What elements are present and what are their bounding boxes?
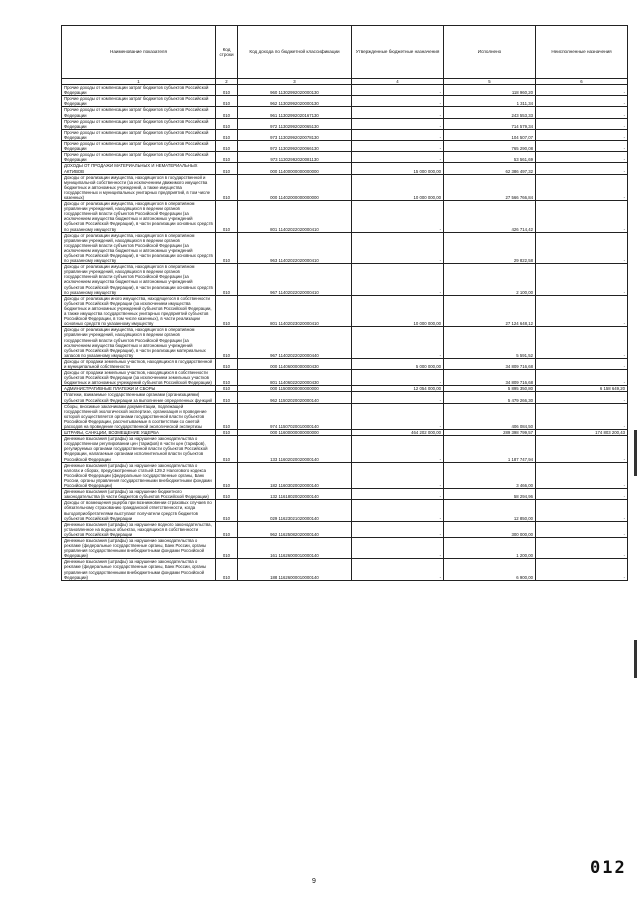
row-unexecuted: - (536, 295, 628, 327)
row-name: Доходы от продажи земельных участков, находящихся в собственности субъектов Российской Федерации (за исключением земельных участков бюджетных и автономных учреждений субъектов Российской Федерации) (62, 370, 216, 386)
row-code: 010 (216, 537, 238, 558)
row-name: Доходы от реализации имущества, находящегося в оперативном управлении учреждений, находящихся в ведении органов государственной власти субъектов Российской Федерации (за исключением имущества бюджетных и автономных учреждений субъектов Российской Федерации), в части реализации основных средств по указанному имуществу (62, 232, 216, 264)
row-kbk: 972 11302992020065130 (238, 118, 352, 129)
row-name: Платежи, взимаемые государственными органами (организациями) субъектов Российской Федерации за выполнение определенных функций (62, 392, 216, 403)
table-row (62, 537, 628, 558)
row-code: 010 (216, 163, 238, 174)
column-number: 2 (216, 79, 238, 85)
header-kbk: Код дохода по бюджетной классификации (238, 26, 352, 79)
row-kbk: 801 11402023020000410 (238, 295, 352, 327)
row-kbk: 972 11302992020066130 (238, 141, 352, 152)
row-unexecuted: - (536, 559, 628, 580)
row-unexecuted: - (536, 107, 628, 118)
table-row (62, 129, 628, 140)
row-kbk: 963 11402022020000410 (238, 232, 352, 264)
row-approved: - (352, 370, 444, 386)
row-executed: 104 507,07 (444, 129, 536, 140)
row-approved: - (352, 232, 444, 264)
row-executed: 5 479 266,30 (444, 392, 536, 403)
table-row (62, 489, 628, 500)
row-executed: 3 466,00 (444, 462, 536, 488)
row-code: 010 (216, 403, 238, 429)
row-approved: - (352, 327, 444, 359)
header-code: Код строки (216, 26, 238, 79)
row-unexecuted: - (536, 118, 628, 129)
row-code: 010 (216, 264, 238, 296)
column-number: 5 (444, 79, 536, 85)
table-row (62, 358, 628, 369)
row-approved: 464 202 000,00 (352, 430, 444, 436)
row-kbk: 000 11406000000000430 (238, 358, 352, 369)
row-code: 010 (216, 129, 238, 140)
row-code: 010 (216, 141, 238, 152)
row-approved: - (352, 85, 444, 96)
row-executed: 62 386 497,32 (444, 163, 536, 174)
row-name: Доходы от реализации имущества, находящегося в оперативном управлении учреждений, находящихся в ведении органов государственной власти субъектов Российской Федерации (за исключением имущества бюджетных и автономных учреждений субъектов Российской Федерации), в части реализации основных средств по указанному имуществу (62, 264, 216, 296)
row-executed: 29 822,58 (444, 232, 536, 264)
row-name: Прочие доходы от компенсации затрат бюджетов субъектов Российской Федерации (62, 152, 216, 163)
sheet-stamp-number: 012 (590, 858, 627, 878)
row-code: 010 (216, 489, 238, 500)
row-name: Доходы от продажи земельных участков, находящихся в государственной и муниципальной собственности (62, 358, 216, 369)
row-name: Доходы от реализации имущества, находящегося в оперативном управлении учреждений, находящихся в ведении органов государственной власти субъектов Российской Федерации (за исключением имущества бюджетных и автономных учреждений субъектов Российской Федерации), в части реализации материальных запасов по указанному имуществу (62, 327, 216, 359)
table-row (62, 201, 628, 233)
scan-edge-mark (634, 430, 637, 476)
row-unexecuted: - (536, 327, 628, 359)
row-kbk: 133 11602020020000140 (238, 436, 352, 462)
table-row (62, 163, 628, 174)
row-code: 010 (216, 370, 238, 386)
row-executed: 289 398 799,57 (444, 430, 536, 436)
row-unexecuted: - (536, 403, 628, 429)
row-approved: - (352, 129, 444, 140)
table-row (62, 462, 628, 488)
header-approved: Утвержденные бюджетные назначения (352, 26, 444, 79)
row-unexecuted: - (536, 392, 628, 403)
row-approved: - (352, 500, 444, 521)
row-approved: - (352, 462, 444, 488)
page-number: 9 (312, 878, 316, 885)
row-name: Прочие доходы от компенсации затрат бюджетов субъектов Российской Федерации (62, 141, 216, 152)
row-unexecuted: - (536, 174, 628, 200)
row-name: Доходы от реализации имущества, находящегося в государственной и муниципальной собственности (за исключением движимого имущества бюджетных и автономных учреждений, а также имущества государственных и муниципальных унитарных предприятий, в том числе казенных) (62, 174, 216, 200)
row-unexecuted: 6 158 649,20 (536, 386, 628, 392)
row-executed: 5 591,52 (444, 327, 536, 359)
row-kbk: 974 11507020010000140 (238, 403, 352, 429)
row-code: 010 (216, 327, 238, 359)
row-executed: 714 579,34 (444, 118, 536, 129)
row-code: 010 (216, 430, 238, 436)
row-code: 010 (216, 152, 238, 163)
row-executed: 426 714,42 (444, 201, 536, 233)
row-kbk: 182 11603020020000140 (238, 462, 352, 488)
row-executed: 765 290,08 (444, 141, 536, 152)
row-name: Денежные взыскания (штрафы) за нарушение водного законодательства, установленное на водных объектах, находящихся в собственности субъектов Российской Федерации (62, 521, 216, 537)
row-code: 010 (216, 559, 238, 580)
row-approved: - (352, 118, 444, 129)
row-unexecuted: - (536, 264, 628, 296)
row-name: Прочие доходы от компенсации затрат бюджетов субъектов Российской Федерации (62, 96, 216, 107)
row-name: Прочие доходы от компенсации затрат бюджетов субъектов Российской Федерации (62, 107, 216, 118)
row-approved: - (352, 403, 444, 429)
row-code: 010 (216, 118, 238, 129)
row-name: АДМИНИСТРАТИВНЫЕ ПЛАТЕЖИ И СБОРЫ (62, 386, 216, 392)
row-name: Прочие доходы от компенсации затрат бюджетов субъектов Российской Федерации (62, 85, 216, 96)
row-kbk: 161 11626000010000140 (238, 537, 352, 558)
row-kbk: 967 11402022020000440 (238, 327, 352, 359)
row-approved: - (352, 392, 444, 403)
row-kbk: 967 11402022020000410 (238, 264, 352, 296)
row-executed: 1 200,00 (444, 537, 536, 558)
row-kbk: 000 11500000000000000 (238, 386, 352, 392)
header-unexecuted: Неисполненные назначения (536, 26, 628, 79)
row-approved: - (352, 141, 444, 152)
table-row (62, 392, 628, 403)
row-kbk: 188 11626000010000140 (238, 559, 352, 580)
header-executed: Исполнено (444, 26, 536, 79)
row-executed: 12 850,00 (444, 500, 536, 521)
row-approved: 15 000 000,00 (352, 163, 444, 174)
row-unexecuted: - (536, 370, 628, 386)
row-approved: - (352, 521, 444, 537)
row-unexecuted: - (536, 129, 628, 140)
table-header-row (62, 26, 628, 79)
row-name: Денежные взыскания (штрафы) за нарушение законодательства о налогах и сборах, предусмотренные статьей 129.2 Налогового кодекса Российской Федерации (федеральные государственные органы, Банк России, органы управления государственными внебюджетными фондами Российской Федерации) (62, 462, 216, 488)
row-executed: 300 000,00 (444, 521, 536, 537)
row-code: 010 (216, 436, 238, 462)
row-executed: 5 895 350,80 (444, 386, 536, 392)
row-code: 010 (216, 107, 238, 118)
column-number: 6 (536, 79, 628, 85)
row-kbk: 962 11502020020000140 (238, 392, 352, 403)
row-name: Прочие доходы от компенсации затрат бюджетов субъектов Российской Федерации (62, 129, 216, 140)
row-executed: 27 566 766,84 (444, 174, 536, 200)
row-unexecuted: - (536, 537, 628, 558)
row-approved: - (352, 264, 444, 296)
row-code: 010 (216, 521, 238, 537)
row-unexecuted: - (536, 163, 628, 174)
row-approved: - (352, 201, 444, 233)
table-row (62, 107, 628, 118)
column-number: 4 (352, 79, 444, 85)
row-approved: 12 054 000,00 (352, 386, 444, 392)
row-unexecuted: - (536, 500, 628, 521)
row-unexecuted: - (536, 232, 628, 264)
row-approved: - (352, 559, 444, 580)
row-kbk: 029 11623021020000140 (238, 500, 352, 521)
row-approved: - (352, 107, 444, 118)
row-name: Денежные взыскания (штрафы) за нарушение бюджетного законодательства (в части бюджетов субъектов Российской Федерации) (62, 489, 216, 500)
row-executed: 2 100,00 (444, 264, 536, 296)
row-kbk: 000 11600000000000000 (238, 430, 352, 436)
row-name: Доходы от реализации имущества, находящегося в оперативном управлении учреждений, находящихся в ведении органов государственной власти субъектов Российской Федерации (за исключением имущества бюджетных и автономных учреждений субъектов Российской Федерации), в части реализации основных средств по указанному имуществу (62, 201, 216, 233)
row-name: ШТРАФЫ, САНКЦИИ, ВОЗМЕЩЕНИЕ УЩЕРБА (62, 430, 216, 436)
row-name: Доходы от реализации иного имущества, находящегося в собственности субъектов Российской Федерации (за исключением имущества бюджетных и автономных учреждений субъектов Российской Федерации, а также имущества государственных унитарных предприятий субъектов Российской Федерации, в том числе казенных), в части реализации основных средств по указанному имуществу (62, 295, 216, 327)
row-kbk: 801 11406022020000430 (238, 370, 352, 386)
row-code: 010 (216, 500, 238, 521)
row-unexecuted: - (536, 85, 628, 96)
table-row (62, 403, 628, 429)
table-row (62, 141, 628, 152)
row-code: 010 (216, 386, 238, 392)
row-code: 010 (216, 232, 238, 264)
table-row (62, 500, 628, 521)
header-name: Наименование показателя (62, 26, 216, 79)
table-row (62, 96, 628, 107)
row-executed: 34 809 716,68 (444, 358, 536, 369)
row-unexecuted: - (536, 436, 628, 462)
row-approved: 10 000 000,00 (352, 295, 444, 327)
row-name: Сборы, вносимые заказчиками документации, подлежащей государственной экологической экспертизе, организация и проведение которой осуществляется органами государственной власти субъектов Российской Федерации, рассчитываемые в соответствии со сметой расходов на проведение государственной экологической экспертизы (62, 403, 216, 429)
table-row (62, 370, 628, 386)
row-unexecuted: - (536, 96, 628, 107)
row-executed: 6 900,00 (444, 559, 536, 580)
row-executed: 1 311,34 (444, 96, 536, 107)
row-kbk: 962 11302992020000130 (238, 96, 352, 107)
row-code: 010 (216, 85, 238, 96)
row-kbk: 961 11302992020167130 (238, 107, 352, 118)
table-row (62, 174, 628, 200)
row-name: Денежные взыскания (штрафы) за нарушение законодательства о рекламе (федеральные государственные органы, Банк России, органы управления государственными внебюджетными фондами Российской Федерации) (62, 537, 216, 558)
row-code: 010 (216, 174, 238, 200)
row-approved: - (352, 96, 444, 107)
row-approved: - (352, 537, 444, 558)
row-name: Денежные взыскания (штрафы) за нарушение законодательства о рекламе (федеральные государственные органы, Банк России, органы управления государственными внебюджетными фондами Российской Федерации) (62, 559, 216, 580)
row-executed: 27 124 648,12 (444, 295, 536, 327)
row-unexecuted: - (536, 462, 628, 488)
row-name: Доходы от возмещения ущерба при возникновении страховых случаев по обязательному страхованию гражданской ответственности, когда выгодоприобретателями выступают получатели средств бюджетов субъектов Российской Федерации (62, 500, 216, 521)
row-unexecuted: 174 803 200,43 (536, 430, 628, 436)
row-code: 010 (216, 96, 238, 107)
row-kbk: 000 11402000000000000 (238, 174, 352, 200)
row-code: 010 (216, 201, 238, 233)
row-unexecuted: - (536, 489, 628, 500)
row-approved: - (352, 489, 444, 500)
table-row (62, 264, 628, 296)
row-executed: 406 084,50 (444, 403, 536, 429)
row-name: Денежные взыскания (штрафы) за нарушение законодательства о государственном регулировании цен (тарифов) в части цен (тарифов), регулируемых органами государственной власти субъектов Российской Федерации, налагаемые органами исполнительной власти субъектов Российской Федерации (62, 436, 216, 462)
row-kbk: 000 11400000000000000 (238, 163, 352, 174)
table-row (62, 327, 628, 359)
row-name: Прочие доходы от компенсации затрат бюджетов субъектов Российской Федерации (62, 118, 216, 129)
row-approved: 5 000 000,00 (352, 358, 444, 369)
table-row (62, 436, 628, 462)
row-approved: - (352, 152, 444, 163)
row-approved: 10 000 000,00 (352, 174, 444, 200)
row-kbk: 962 11625082020000140 (238, 521, 352, 537)
row-name: ДОХОДЫ ОТ ПРОДАЖИ МАТЕРИАЛЬНЫХ И НЕМАТЕРИАЛЬНЫХ АКТИВОВ (62, 163, 216, 174)
row-executed: 53 561,69 (444, 152, 536, 163)
scan-edge-mark (634, 640, 637, 678)
row-executed: 58 294,96 (444, 489, 536, 500)
row-approved: - (352, 436, 444, 462)
row-executed: 243 553,33 (444, 107, 536, 118)
row-unexecuted: - (536, 141, 628, 152)
revenue-execution-table (61, 25, 628, 581)
table-row (62, 232, 628, 264)
row-kbk: 973 11302992020078130 (238, 129, 352, 140)
row-unexecuted: - (536, 152, 628, 163)
row-kbk: 960 11302992020000130 (238, 85, 352, 96)
table-row (62, 521, 628, 537)
table-row (62, 118, 628, 129)
row-kbk: 132 11618020020000140 (238, 489, 352, 500)
row-code: 010 (216, 358, 238, 369)
row-unexecuted: - (536, 201, 628, 233)
table-row (62, 295, 628, 327)
row-unexecuted: - (536, 521, 628, 537)
row-kbk: 973 11302992020081130 (238, 152, 352, 163)
column-number: 3 (238, 79, 352, 85)
row-code: 010 (216, 295, 238, 327)
table-row (62, 559, 628, 580)
row-code: 010 (216, 462, 238, 488)
table-row (62, 85, 628, 96)
row-executed: 34 809 716,68 (444, 370, 536, 386)
column-number: 1 (62, 79, 216, 85)
row-executed: 1 187 747,94 (444, 436, 536, 462)
row-executed: 118 960,20 (444, 85, 536, 96)
row-unexecuted: - (536, 358, 628, 369)
row-kbk: 801 11402022020000410 (238, 201, 352, 233)
row-code: 010 (216, 392, 238, 403)
table-row (62, 152, 628, 163)
